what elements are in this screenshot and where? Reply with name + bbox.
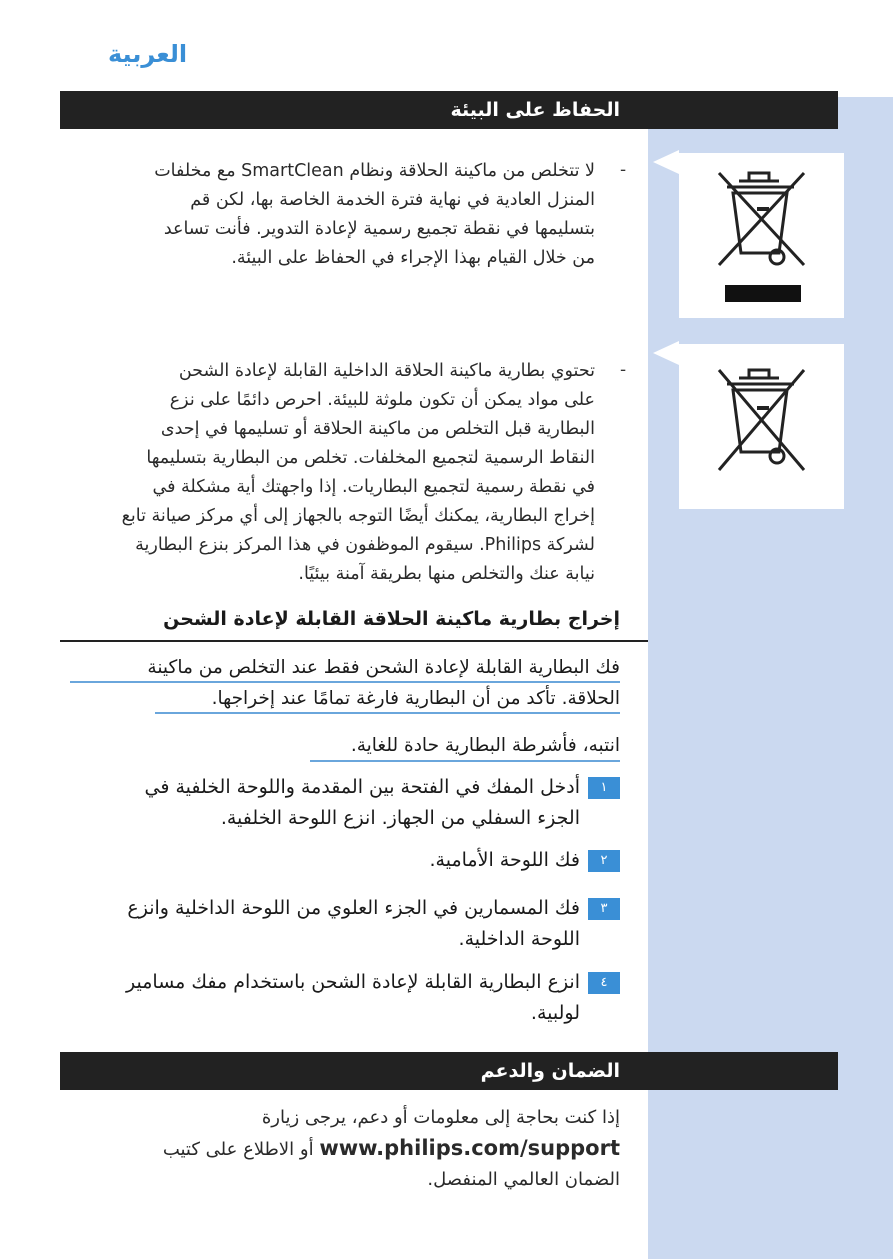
step-4-text <box>70 967 580 1029</box>
crossed-out-battery-bin-icon <box>679 344 844 509</box>
environment-paragraph-1 <box>60 157 595 273</box>
text-line: لا تتخلص من ماكينة الحلاقة ونظام SmartClean مع مخلفات <box>154 161 595 181</box>
note-underline <box>155 712 620 714</box>
note-underline <box>70 681 620 683</box>
text-line: من خلال القيام بهذا الإجراء في الحفاظ على البيئة. <box>231 248 595 268</box>
heading-rule <box>60 640 648 642</box>
bullet-marker: - <box>620 160 627 180</box>
callout-pointer <box>653 341 679 365</box>
battery-removal-heading: إخراج بطارية ماكينة الحلاقة القابلة لإعادة الشحن <box>163 608 620 630</box>
battery-note-1 <box>70 652 620 714</box>
step-number-badge: ٣ <box>588 898 620 920</box>
step-1-text <box>80 772 580 834</box>
step-number-badge: ٢ <box>588 850 620 872</box>
step-3-text <box>80 893 580 955</box>
text-line: الضمان العالمي المنفصل. <box>427 1169 620 1190</box>
environment-section-header: الحفاظ على البيئة <box>60 91 838 129</box>
text-fragment: أو الاطلاع على كتيب <box>162 1139 314 1160</box>
callout-pointer <box>653 150 679 174</box>
step-2-text <box>80 845 580 876</box>
text-line: لشركة Philips. سيقوم الموظفون في هذا المركز بنزع البطارية <box>135 535 595 555</box>
language-label: العربية <box>108 40 188 68</box>
weee-icon-box <box>679 153 844 318</box>
text-line: الجزء السفلي من الجهاز. انزع اللوحة الخلفية. <box>220 807 580 829</box>
battery-note-2: انتبه، فأشرطة البطارية حادة للغاية. <box>350 735 620 756</box>
text-line: بتسليمها في نقطة تجميع رسمية لإعادة التدوير. فأنت تساعد <box>163 219 595 239</box>
text-line: على مواد يمكن أن تكون ملوثة للبيئة. احرص دائمًا على نزع <box>169 390 595 410</box>
guarantee-text <box>100 1103 620 1195</box>
text-line <box>100 1133 620 1165</box>
text-line: تحتوي بطارية ماكينة الحلاقة الداخلية القابلة لإعادة الشحن <box>178 361 595 381</box>
text-line: الحلاقة. تأكد من أن البطارية فارغة تمامًا عند إخراجها. <box>211 688 620 709</box>
text-line: لولبية. <box>530 1002 580 1024</box>
crossed-out-wheelie-bin-icon <box>679 153 844 318</box>
text-line: في نقطة رسمية لتجميع البطاريات. إذا واجهتك أية مشكلة في <box>152 477 595 497</box>
environment-paragraph-2 <box>40 357 595 589</box>
step-number-badge: ١ <box>588 777 620 799</box>
text-line: فك البطارية القابلة لإعادة الشحن فقط عند التخلص من ماكينة <box>147 657 620 678</box>
text-line: إخراج البطارية، يمكنك أيضًا التوجه بالجهاز إلى أي مركز صيانة تابع <box>121 506 595 526</box>
text-line: البطارية قبل التخلص من ماكينة الحلاقة أو تسليمها في إحدى <box>160 419 595 439</box>
text-line: المنزل العادية في نهاية فترة الخدمة الخاصة بها، لكن قم <box>190 190 595 210</box>
support-url-link[interactable]: www.philips.com/support <box>319 1136 620 1160</box>
text-line: انزع البطارية القابلة لإعادة الشحن باستخدام مفك مسامير <box>126 971 580 993</box>
text-line: اللوحة الداخلية. <box>458 928 580 950</box>
text-line: أدخل المفك في الفتحة بين المقدمة واللوحة الخلفية في <box>144 776 580 798</box>
battery-weee-icon-box <box>679 344 844 509</box>
note-underline <box>310 760 620 762</box>
text-line: إذا كنت بحاجة إلى معلومات أو دعم، يرجى زيارة <box>261 1107 620 1128</box>
step-number-badge: ٤ <box>588 972 620 994</box>
text-line: النقاط الرسمية لتجميع المخلفات. تخلص من البطارية بتسليمها <box>146 448 595 468</box>
text-line: فك المسمارين في الجزء العلوي من اللوحة الداخلية وانزع <box>127 897 580 919</box>
bullet-marker: - <box>620 360 627 380</box>
text-line: نيابة عنك والتخلص منها بطريقة آمنة بيئيًا. <box>298 564 595 584</box>
guarantee-section-header: الضمان والدعم <box>60 1052 838 1090</box>
text-line: فك اللوحة الأمامية. <box>429 849 580 871</box>
